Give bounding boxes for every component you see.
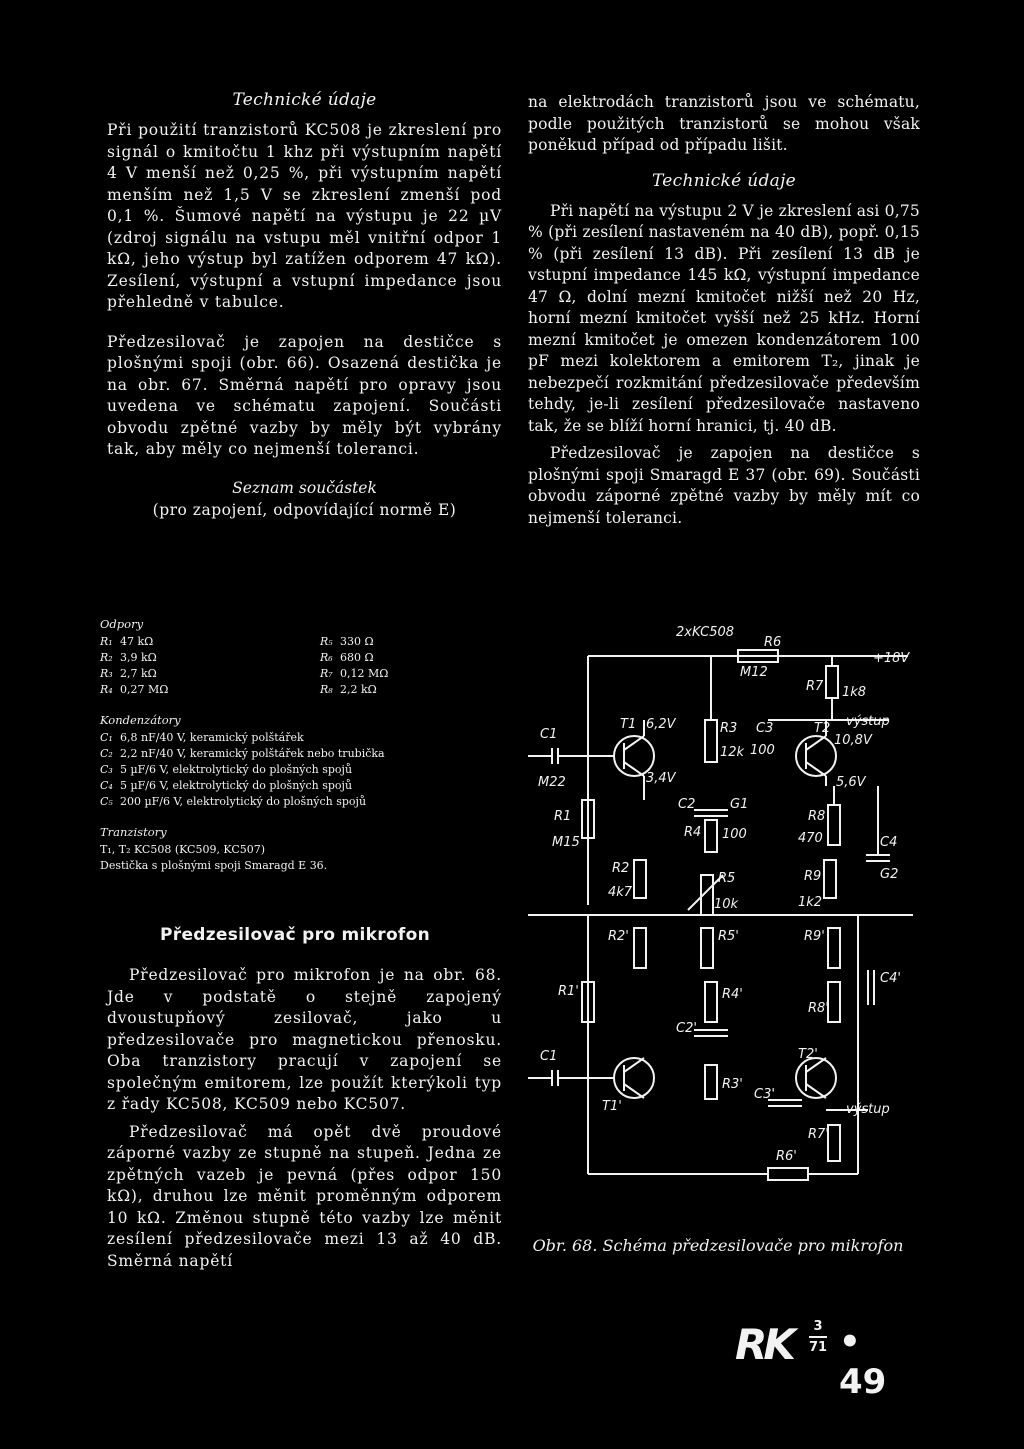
magazine-logo: RK: [735, 1320, 792, 1369]
paragraph: Při použití tranzistorů KC508 je zkreslení pro signál o kmitočtu 1 khz při výstupním napětí 4 V menší než 0,25 %, při výstupním napětí menším než 1,5 V se zkreslení zmenší pod 0,1 %. Šumové napětí na výstupu je 22 µV (zdroj signálu na vstupu měl vnitřní odpor 1 kΩ, jeho výstup byl zatížen odporem 47 kΩ). Zesílení, výstupní a vstupní impedance jsou přehledně v tabulce.: [107, 121, 502, 311]
capacitor-ref: C₂: [100, 747, 113, 760]
schematic-label: výstup: [846, 714, 890, 729]
schematic-label: R1: [554, 809, 572, 824]
schematic-label: R9: [804, 869, 822, 884]
resistor-ref: R₃: [100, 667, 113, 680]
schematic-label: R5': [718, 929, 739, 944]
schematic-label: 5,6V: [836, 775, 866, 790]
capacitor-ref: C₅: [100, 795, 113, 808]
schematic-label: C2': [676, 1021, 697, 1036]
schematic-label: 12k: [720, 745, 745, 760]
schematic-label: T1: [620, 717, 637, 732]
parts-list-title: Seznam součástek: [232, 478, 377, 497]
schematic-label: M12: [740, 665, 768, 680]
schematic-label: R8': [808, 1001, 829, 1016]
schematic-label: C3': [754, 1087, 775, 1102]
schematic-label: R2': [608, 929, 629, 944]
resistor-value: 47 kΩ: [120, 635, 154, 648]
resistor-value: 2,2 kΩ: [340, 683, 377, 696]
resistor-ref: R₆: [320, 651, 333, 664]
transistors-value: T₁, T₂ KC508 (KC509, KC507): [100, 843, 266, 856]
capacitors-label: Kondenzátory: [100, 713, 181, 727]
circuit-schematic: [528, 610, 918, 1220]
paragraph: Předzesilovač je zapojen na destičce s plošnými spoji Smaragd E 37 (obr. 69). Součásti obvodu záporné zpětné vazby by měly mít co nejmenší toleranci.: [528, 444, 920, 527]
paragraph: Předzesilovač má opět dvě proudové záporné vazby ze stupně na stupeň. Jedna ze zpětných vazeb je pevná (přes odpor 150 kΩ), druhou lze měnit proměnným odporem 10 kΩ. Změnou stupně této vazby lze měnit zesílení předzesilovače mezi 13 až 40 dB. Směrná napětí: [107, 1122, 502, 1270]
resistor-value: 680 Ω: [340, 651, 374, 664]
issue-bottom: 71: [809, 1340, 828, 1355]
schematic-label: T2': [798, 1047, 818, 1062]
schematic-label: R8: [808, 809, 826, 824]
schematic-label: R4': [722, 987, 743, 1002]
schematic-label: 1k8: [842, 685, 867, 700]
page-number: • 49: [839, 1322, 887, 1402]
schematic-label: R7: [806, 679, 824, 694]
resistor-ref: R₄: [100, 683, 113, 696]
paragraph: Při napětí na výstupu 2 V je zkreslení asi 0,75 % (při zesílení nastaveném na 40 dB), popř. 0,15 % (při zesílení 13 dB). Při zesílení 13 dB je vstupní impedance 145 kΩ, výstupní impedance 47 Ω, dolní mezní kmitočet nižší než 20 Hz, horní mezní kmitočet vyšší než 25 kHz. Horní mezní kmitočet je omezen kondenzátorem 100 pF mezi kolektorem a emitorem T₂, jinak je nebezpečí rozkmitání předzesilovače především tehdy, je-li zesílení předzesilovače nastaveno tak, že se blíží horní hranici, tj. 40 dB.: [528, 201, 920, 435]
resistor-ref: R₈: [320, 683, 333, 696]
schematic-label: R7': [808, 1127, 829, 1142]
paragraph: Předzesilovač je zapojen na destičce s plošnými spoji (obr. 66). Osazená destička je na obr. 67. Směrná napětí pro opravy jsou uvedena ve schématu zapojení. Součásti obvodu zpětné vazby by měly být vybrány tak, aby měly co nejmenší toleranci.: [107, 332, 502, 458]
schematic-label: 100: [722, 827, 747, 842]
schematic-label: M15: [552, 835, 580, 850]
capacitor-value: 6,8 nF/40 V, keramický polštářek: [120, 731, 304, 744]
schematic-label: výstup: [846, 1102, 890, 1117]
capacitor-value: 2,2 nF/40 V, keramický polštářek nebo trubička: [120, 747, 385, 760]
schematic-label: 3,4V: [646, 771, 676, 786]
schematic-label: 10k: [714, 897, 739, 912]
right-column: [528, 92, 920, 535]
resistor-value: 2,7 kΩ: [120, 667, 157, 680]
section-heading: Technické údaje: [232, 90, 377, 110]
resistors-label: Odpory: [100, 617, 144, 631]
section-heading: Technické údaje: [651, 170, 797, 191]
schematic-label: C1: [540, 727, 558, 742]
schematic-label: R1': [558, 984, 579, 999]
resistor-ref: R₂: [100, 651, 113, 664]
transistors-label: Tranzistory: [100, 825, 167, 839]
issue-divider: [809, 1336, 827, 1338]
paragraph: Předzesilovač pro mikrofon je na obr. 68. Jde v podstatě o stejně zapojený dvoustupňový zesilovač, jako u předzesilovače pro magnetickou přenosku. Oba tranzistory pracují v zapojení se společným emitorem, lze použít kterýkoli typ z řady KC508, KC509 nebo KC507.: [107, 966, 502, 1113]
schematic-label: 4k7: [608, 885, 633, 900]
schematic-label: C2: [678, 797, 696, 812]
capacitor-ref: C₄: [100, 779, 113, 792]
resistor-ref: R₁: [100, 635, 113, 648]
schematic-label: 6,2V: [646, 717, 676, 732]
schematic-label: 10,8V: [834, 733, 872, 748]
parts-list: [100, 612, 520, 874]
paragraph: na elektrodách tranzistorů jsou ve schématu, podle použitých tranzistorů se mohou však poněkud případ od případu lišit.: [528, 93, 920, 154]
schematic-label: 470: [798, 831, 823, 846]
capacitors-table: [100, 730, 520, 810]
mic-section: [107, 965, 502, 1278]
capacitor-value: 5 µF/6 V, elektrolytický do plošných spojů: [120, 779, 353, 792]
figure-caption: Obr. 68. Schéma předzesilovače pro mikrofon: [532, 1236, 904, 1255]
schematic-label: R6': [776, 1149, 797, 1164]
schematic-label: G1: [730, 797, 749, 812]
board-value: Destička s plošnými spoji Smaragd E 36.: [100, 859, 328, 872]
schematic-label: R2: [612, 861, 630, 876]
capacitor-value: 200 µF/6 V, elektrolytický do plošných spojů: [120, 795, 367, 808]
resistor-ref: R₅: [320, 635, 333, 648]
issue-number: [809, 1320, 827, 1354]
schematic-label: R5: [718, 871, 736, 886]
capacitor-value: 5 µF/6 V, elektrolytický do plošných spojů: [120, 763, 353, 776]
schematic-label: R3': [722, 1077, 743, 1092]
schematic-label: R4: [684, 825, 702, 840]
resistor-value: 0,12 MΩ: [340, 667, 389, 680]
schematic-label: G2: [880, 867, 899, 882]
schematic-label: T2: [814, 721, 831, 736]
schematic-label: C4: [880, 835, 898, 850]
schematic-label: C1: [540, 1049, 558, 1064]
schematic-label: R6: [764, 635, 782, 650]
left-column: [107, 90, 502, 519]
schematic-label: +18V: [873, 651, 910, 666]
schematic-label: 2xKC508: [676, 625, 735, 640]
schematic-label: M22: [538, 775, 566, 790]
schematic-label: C4': [880, 971, 901, 986]
schematic-label: R3: [720, 721, 738, 736]
schematic-label: R9': [804, 929, 825, 944]
resistors-table: [100, 634, 520, 698]
schematic-label: C3: [756, 721, 774, 736]
schematic-label: T1': [602, 1099, 622, 1114]
schematic-label: 1k2: [798, 895, 823, 910]
parts-list-subtitle: (pro zapojení, odpovídající normě E): [152, 500, 457, 519]
resistor-value: 330 Ω: [340, 635, 374, 648]
capacitor-ref: C₁: [100, 731, 113, 744]
resistor-ref: R₇: [320, 667, 333, 680]
mic-section-title: Předzesilovač pro mikrofon: [160, 925, 431, 945]
page-footer: [735, 1319, 915, 1402]
issue-top: 3: [813, 1319, 823, 1334]
page-number-value: 49: [839, 1362, 887, 1402]
schematic-label: 100: [750, 743, 775, 758]
resistor-value: 3,9 kΩ: [120, 651, 157, 664]
resistor-value: 0,27 MΩ: [120, 683, 169, 696]
capacitor-ref: C₃: [100, 763, 113, 776]
